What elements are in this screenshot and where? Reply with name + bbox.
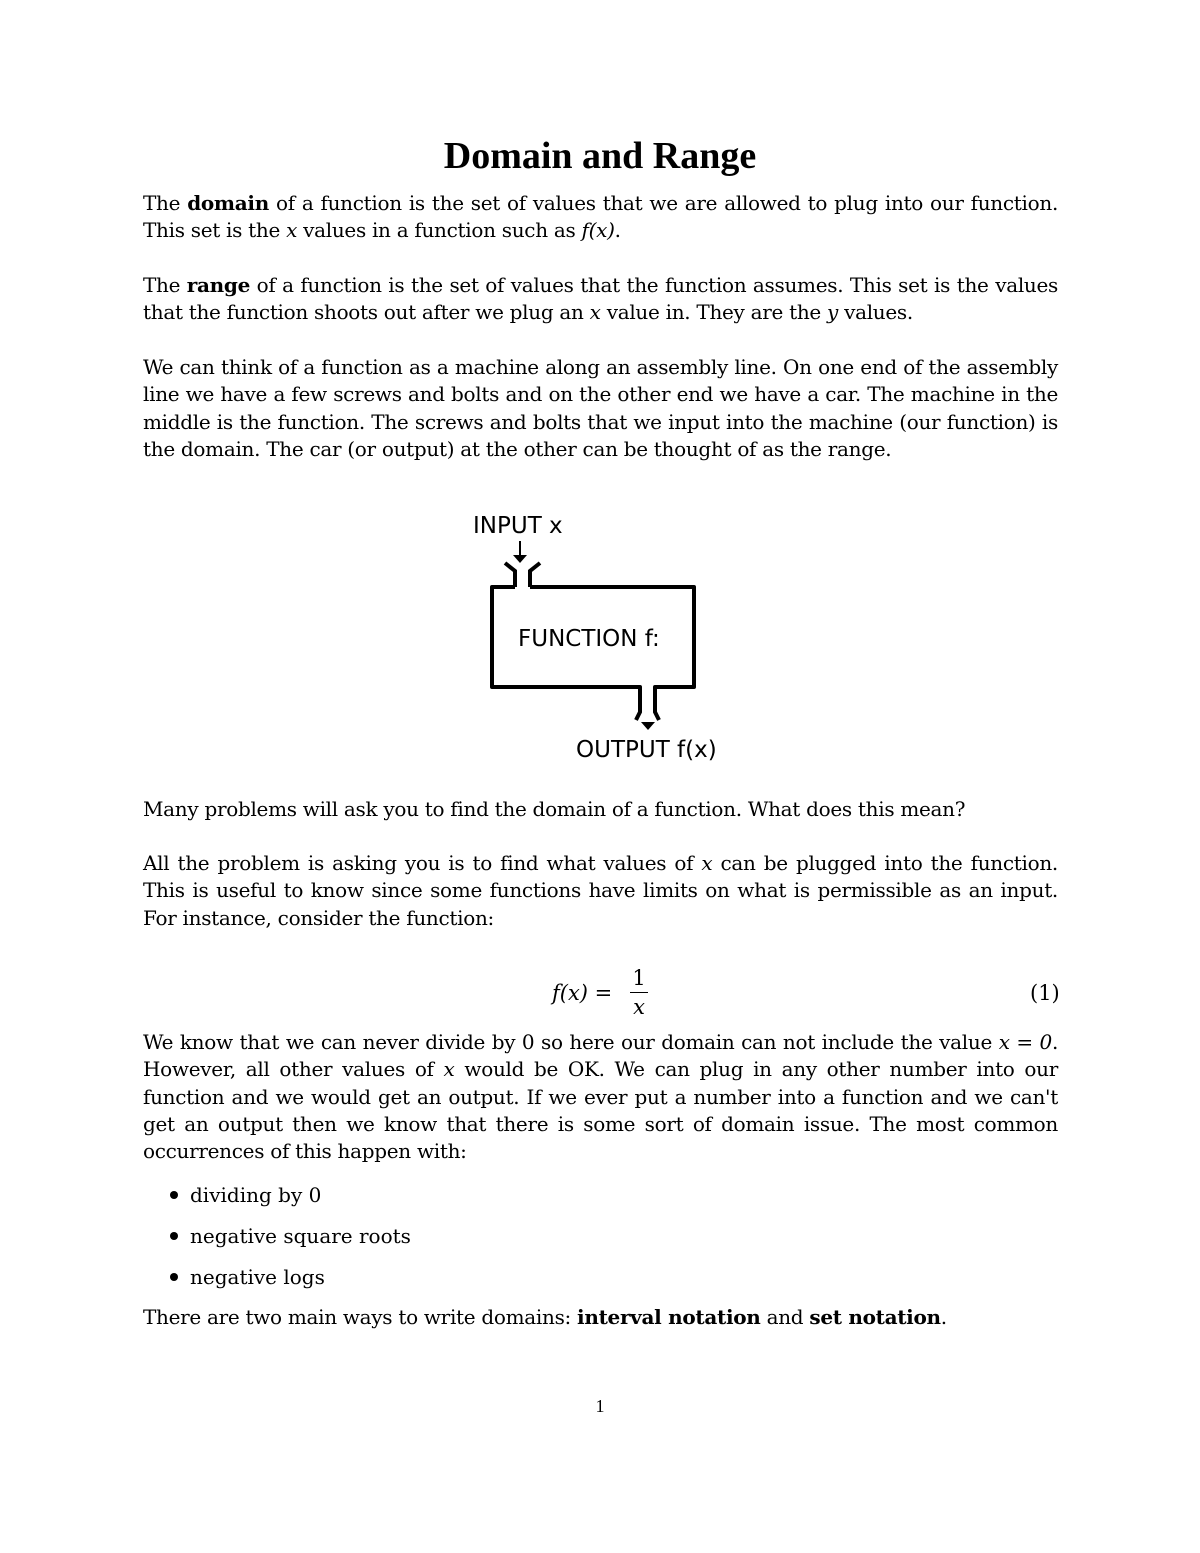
list-item-text: negative logs xyxy=(190,1265,325,1289)
fraction-bar xyxy=(630,992,648,993)
text: would be OK. We can plug in any other number into our function and we would get an output. If we ever put a number into a function and we can't get an output then we know that there is some sort of domain issue. The most common occurrences of this happen with: xyxy=(143,1057,1058,1164)
text: can be plugged into the function. This is useful to know since some functions have limits on what is permissible as an input. For instance, consider the function: xyxy=(143,851,1058,930)
output-arrow-head xyxy=(641,722,655,730)
text: . xyxy=(614,218,621,243)
question-paragraph: Many problems will ask you to find the domain of a function. What does this mean? xyxy=(143,797,966,821)
text: value in. They are the xyxy=(600,300,828,325)
text: and xyxy=(760,1305,810,1329)
text: . However, all other values of xyxy=(143,1030,1058,1082)
range-term: range xyxy=(186,273,251,297)
list-item-text: dividing by 0 xyxy=(190,1183,322,1207)
math-x: x xyxy=(443,1057,455,1082)
text: values. xyxy=(838,300,913,325)
math-x: x xyxy=(286,218,298,243)
range-paragraph xyxy=(143,272,1058,327)
text: All the problem is asking you is to find what values of xyxy=(143,851,702,875)
equation-number: (1) xyxy=(1030,981,1060,1005)
equation-1 xyxy=(0,965,1200,1025)
function-label: FUNCTION f: xyxy=(518,626,660,652)
text: We know that we can never divide by 0 so here our domain can not include the value xyxy=(143,1030,999,1054)
output-funnel-left xyxy=(636,701,640,720)
input-funnel-right xyxy=(530,563,540,587)
domain-issue-list xyxy=(143,1180,1058,1303)
text: of a function is the set of values that we are allowed to plug into our function. This set is the xyxy=(143,191,1058,243)
text: There are two main ways to write domains: xyxy=(143,1305,578,1329)
machine-analogy-paragraph: We can think of a function as a machine along an assembly line. On one end of the assembly line we have a few screws and bolts and on the other end we have a car. The machine in the middle is the function. The screws and bolts that we input into the machine (our function) is the domain. The car (or output) at the other can be thought of as the range. xyxy=(143,355,1058,461)
set-notation-term: set notation xyxy=(809,1305,941,1329)
output-funnel-right xyxy=(655,701,659,720)
page-number: 1 xyxy=(595,1396,605,1416)
text: of a function is the set of values that the function assumes. This set is the values that the function shoots out after we plug an xyxy=(143,273,1058,325)
bullet-icon xyxy=(170,1191,178,1199)
math-fx: f(x) xyxy=(581,218,615,243)
input-arrow-head xyxy=(513,555,527,563)
output-label: OUTPUT f(x) xyxy=(576,737,717,763)
bullet-icon xyxy=(170,1232,178,1240)
list-item xyxy=(143,1262,1058,1303)
text: values in a function such as xyxy=(297,218,582,243)
equation-lhs: f(x) = xyxy=(552,981,613,1005)
fraction xyxy=(630,965,648,1020)
math-x: x xyxy=(701,851,713,875)
text: The xyxy=(143,191,188,215)
notation-paragraph xyxy=(143,1304,1058,1331)
page-title: Domain and Range xyxy=(443,135,757,177)
math-x-equals-0: x = 0 xyxy=(998,1030,1052,1054)
interval-notation-term: interval notation xyxy=(577,1305,761,1329)
fraction-denominator: x xyxy=(633,995,645,1019)
math-x: x xyxy=(589,300,601,325)
text: The xyxy=(143,273,187,297)
input-label: INPUT x xyxy=(473,513,563,539)
list-item xyxy=(143,1180,1058,1221)
list-item xyxy=(143,1221,1058,1262)
domain-paragraph xyxy=(143,190,1058,245)
domain-issue-paragraph xyxy=(143,1029,1058,1165)
domain-term: domain xyxy=(187,191,269,215)
input-funnel-left xyxy=(505,563,515,587)
explanation-paragraph xyxy=(143,850,1058,932)
bullet-icon xyxy=(170,1273,178,1281)
text: . xyxy=(940,1305,947,1329)
math-y: y xyxy=(827,300,839,325)
fraction-numerator: 1 xyxy=(632,966,646,990)
list-item-text: negative square roots xyxy=(190,1224,411,1248)
function-machine-diagram xyxy=(460,505,760,775)
